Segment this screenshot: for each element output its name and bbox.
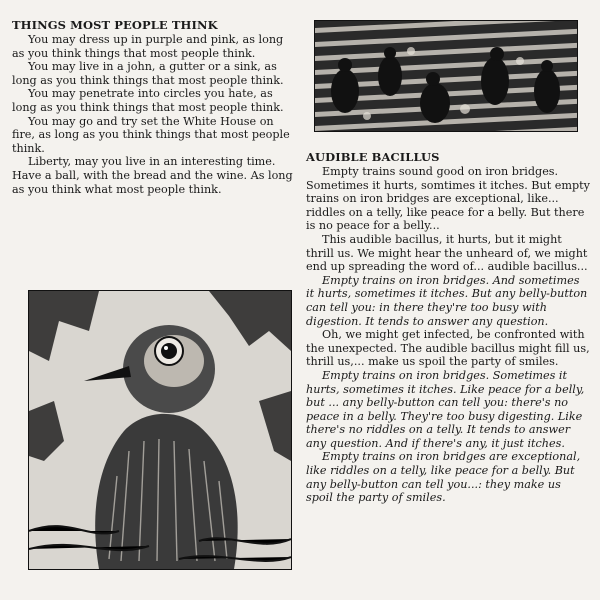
paragraph: Liberty, may you live in an interesting time. Have a ball, with the bread and the wine. As long as you think what most people think.: [12, 155, 293, 196]
heading-audible-bacillus: AUDIBLE BACILLUS: [306, 150, 440, 164]
paragraph-italic: Empty trains on iron bridges. Sometimes it hurts, sometimes it itches. Like peace for a belly, but ... any belly-button can tell you: there's no peace in a belly. They're too busy digesting. Like there's no riddles on a telly. It tends to answer any question. And if there's any, it just itches.: [306, 368, 585, 450]
left-column: [12, 18, 294, 196]
paragraph-italic: Empty trains on iron bridges are exceptional, like riddles on a telly, like peace for a belly. But any belly-button can tell you...: they make us spoil the party of smiles.: [306, 450, 581, 505]
paragraph: Oh, we might get infected, be confronted with the unexpected. The audible bacillus might fill us, thrill us,... make us spoil the party of smiles.: [306, 328, 590, 369]
right-column: [306, 150, 590, 505]
paragraph: Empty trains sound good on iron bridges. Sometimes it hurts, somtimes it itches. But empty trains on iron bridges are exceptional, like... riddles on a telly, like peace for a belly. But there is no peace for a belly...: [306, 165, 590, 233]
paragraph: You may penetrate into circles you hate, as long as you think things that most people think.: [12, 87, 284, 114]
paragraph-italic: Empty trains on iron bridges. And sometimes it hurts, sometimes it itches. But any belly-button can tell you: in there they're too busy with digestion. It tends to answer any question.: [306, 273, 588, 328]
paragraph: You may live in a john, a gutter or a sink, as long as you think things that most people think.: [12, 60, 284, 87]
stairs-photo: [314, 20, 578, 132]
paragraph: You may dress up in purple and pink, as long as you think things that most people think.: [12, 33, 284, 60]
paragraph: You may go and try set the White House on fire, as long as you think things that most people think.: [12, 114, 290, 155]
bird-photo: [28, 290, 292, 570]
paragraph: This audible bacillus, it hurts, but it might thrill us. We might hear the unheard of, we might end up spreading the word of... audible bacillus...: [306, 232, 588, 274]
heading-things-most-people-think: THINGS MOST PEOPLE THINK: [12, 18, 218, 32]
